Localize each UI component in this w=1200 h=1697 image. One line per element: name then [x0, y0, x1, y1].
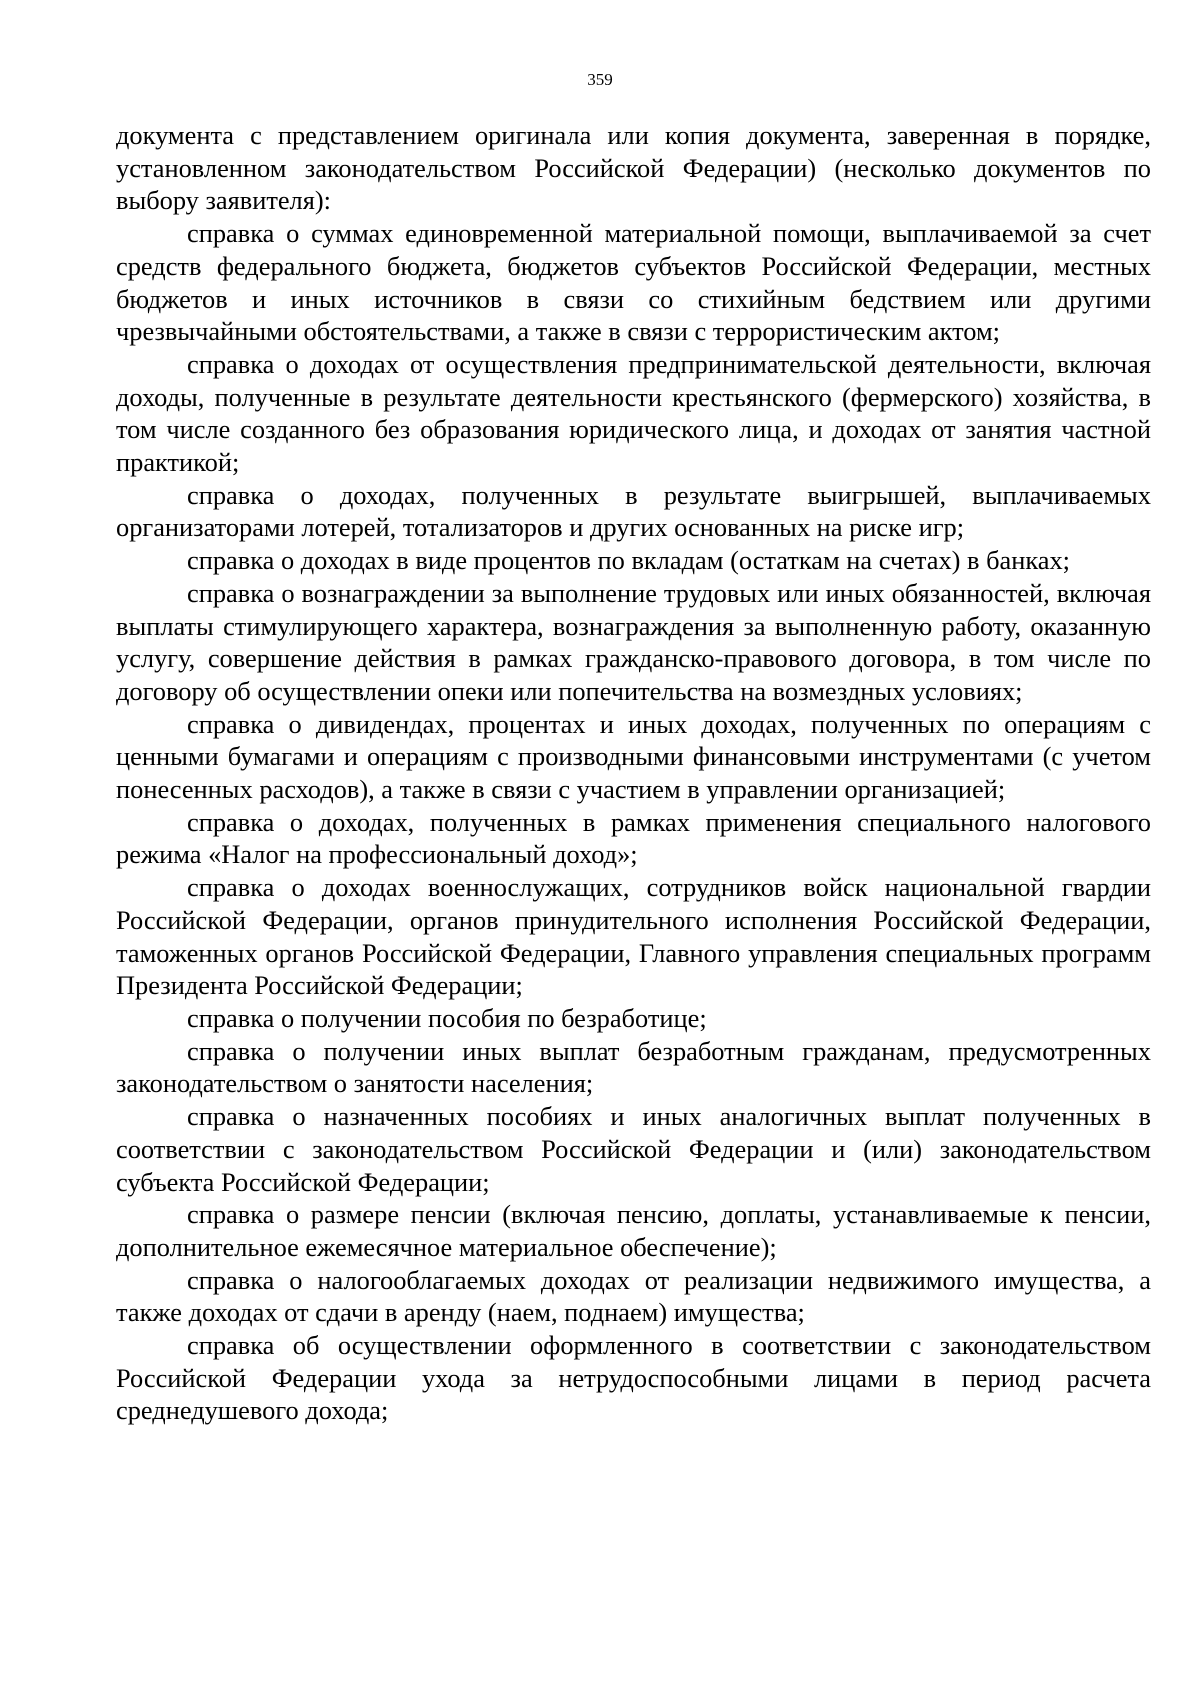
- document-body: [116, 119, 1151, 1427]
- paragraph-care-certificate: справка об осуществлении оформленного в соответствии с законодательством Российской Федерации ухода за нетрудоспособными лицами в период расчета среднедушевого дохода;: [116, 1330, 1151, 1426]
- paragraph-deposit-interest-certificate: справка о доходах в виде процентов по вкладам (остаткам на счетах) в банках;: [187, 545, 1071, 576]
- paragraph-unemployment-benefit-certificate: справка о получении пособия по безработице;: [187, 1002, 707, 1033]
- paragraph-winnings-certificate: справка о доходах, полученных в результате выигрышей, выплачиваемых организаторами лотерей, тотализаторов и других основанных на риске игр;: [116, 479, 1151, 543]
- paragraph-unemployed-payments-certificate: справка о получении иных выплат безработным гражданам, предусмотренных законодательством о занятости населения;: [116, 1035, 1151, 1099]
- paragraph-continuation: документа с представлением оригинала или копия документа, заверенная в порядке, установленном законодательством Российской Федерации) (несколько документов по выбору заявителя):: [116, 120, 1151, 216]
- paragraph-military-income-certificate: справка о доходах военнослужащих, сотрудников войск национальной гвардии Российской Федерации, органов принудительного исполнения Российской Федерации, таможенных органов Российской Федерации, Главного управления специальных программ Президента Российской Федерации;: [116, 872, 1151, 1001]
- paragraph-remuneration-certificate: справка о вознаграждении за выполнение трудовых или иных обязанностей, включая выплаты стимулирующего характера, вознаграждения за выполненную работу, оказанную услугу, совершение действия в рамках гражданско-правового договора, в том числе по договору об осуществлении опеки или попечительства на возмездных условиях;: [116, 577, 1151, 706]
- paragraph-professional-income-tax-certificate: справка о доходах, полученных в рамках применения специального налогового режима «Налог на профессиональный доход»;: [116, 806, 1151, 870]
- paragraph-real-estate-income-certificate: справка о налогооблагаемых доходах от реализации недвижимого имущества, а также доходах от сдачи в аренду (наем, поднаем) имущества;: [116, 1264, 1151, 1328]
- paragraph-dividends-certificate: справка о дивидендах, процентах и иных доходах, полученных по операциям с ценными бумагами и операциям с производными финансовыми инструментами (с учетом понесенных расходов), а также в связи с участием в управлении организацией;: [116, 708, 1151, 805]
- paragraph-benefits-certificate: справка о назначенных пособиях и иных аналогичных выплат полученных в соответствии с законодательством Российской Федерации и (или) законодательством субъекта Российской Федерации;: [116, 1101, 1151, 1197]
- paragraph-pension-certificate: справка о размере пенсии (включая пенсию, доплаты, устанавливаемые к пенсии, дополнительное ежемесячное материальное обеспечение);: [116, 1199, 1151, 1262]
- paragraph-business-income-certificate: справка о доходах от осуществления предпринимательской деятельности, включая доходы, полученные в результате деятельности крестьянского (фермерского) хозяйства, в том числе созданного без образования юридического лица, и доходах от занятия частной практикой;: [116, 348, 1151, 478]
- paragraph-material-assistance-certificate: справка о суммах единовременной материальной помощи, выплачиваемой за счет средств федерального бюджета, бюджетов субъектов Российской Федерации, местных бюджетов и иных источников в связи со стихийным бедствием или другими чрезвычайными обстоятельствами, а также в связи с террористическим актом;: [116, 218, 1151, 347]
- page-number: 359: [587, 70, 613, 89]
